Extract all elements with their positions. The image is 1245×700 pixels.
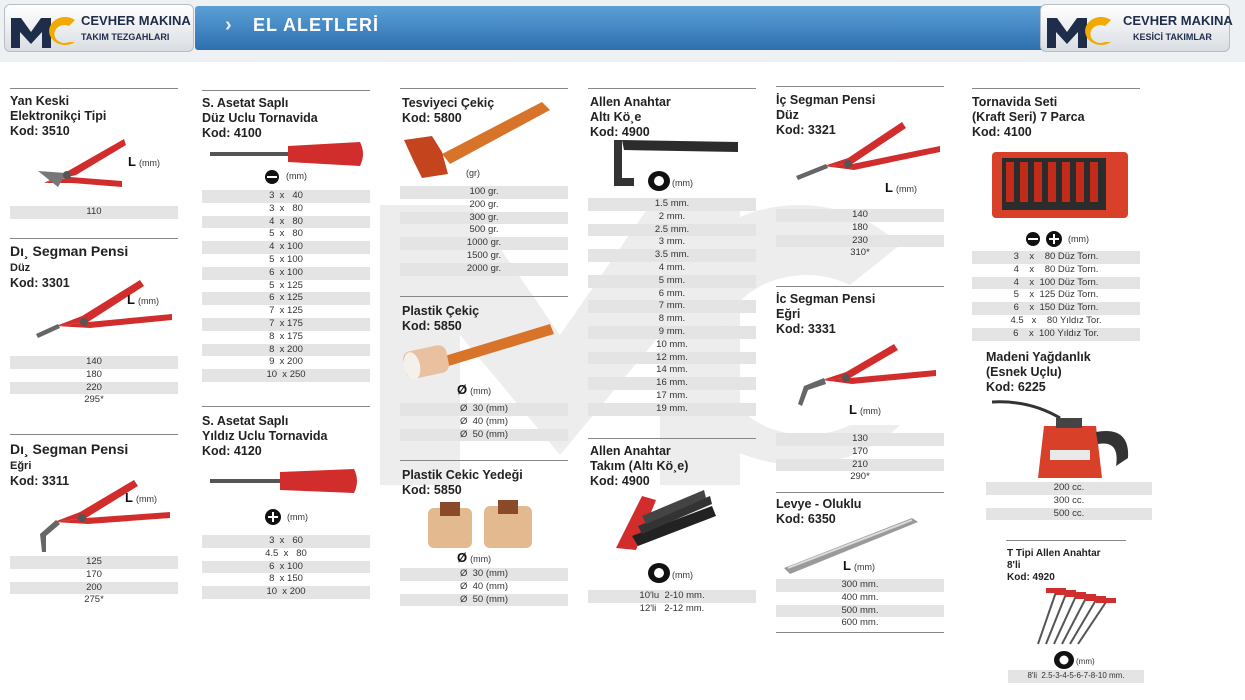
divider bbox=[400, 460, 568, 461]
table-row: Ø 30 (mm) bbox=[400, 568, 568, 581]
table-row: 10 x 200 bbox=[202, 586, 370, 599]
product-title: S. Asetat Saplı Yıldız Uclu Tornavida Kod: 4120 bbox=[202, 414, 328, 458]
product-title: Madeni Yağdanlık (Esnek Uçlu) Kod: 6225 bbox=[986, 350, 1091, 394]
table-row: 6 x 100 bbox=[202, 267, 370, 280]
divider bbox=[776, 492, 944, 493]
table-row: 110 bbox=[10, 206, 178, 219]
size-table bbox=[1008, 670, 1144, 683]
divider bbox=[1006, 540, 1126, 541]
table-row: 220 bbox=[10, 382, 178, 395]
size-table bbox=[972, 251, 1140, 341]
table-row: 180 bbox=[852, 221, 868, 233]
size-table bbox=[776, 209, 944, 260]
table-row: 7 x 175 bbox=[202, 318, 370, 331]
table-row: 6 x 100 Yıldız Tor. bbox=[972, 328, 1140, 341]
product-title: İç Segman Pensi Düz Kod: 3321 bbox=[776, 93, 876, 137]
table-row: 19 mm. bbox=[588, 403, 756, 416]
divider bbox=[588, 88, 756, 89]
table-row: Ø 40 (mm) bbox=[459, 580, 509, 592]
product-title: Yan Keski Elektronikçi Tipi Kod: 3510 bbox=[10, 94, 107, 138]
table-row: 300 cc. bbox=[1053, 494, 1085, 506]
divider bbox=[776, 632, 944, 633]
table-row: 3 x 40 bbox=[202, 190, 370, 203]
table-row: 17 mm. bbox=[656, 389, 688, 401]
brand-subtitle: TAKIM TEZGAHLARI bbox=[81, 32, 170, 42]
flat-screwdriver-icon bbox=[210, 138, 366, 170]
table-row: 3 mm. bbox=[658, 236, 686, 248]
table-row: 6 mm. bbox=[658, 287, 686, 299]
size-table bbox=[588, 198, 756, 416]
product-title: Allen Anahtar Takım (Altı Kö¸e) Kod: 4900 bbox=[590, 444, 689, 488]
size-table bbox=[588, 590, 756, 616]
table-row: 16 mm. bbox=[588, 377, 756, 390]
page-title: EL ALETLERİ bbox=[253, 15, 380, 35]
divider bbox=[972, 88, 1140, 89]
table-row: 210 bbox=[776, 459, 944, 472]
table-row: 9 mm. bbox=[588, 326, 756, 339]
table-row: 4 x 80 Düz Torn. bbox=[1013, 263, 1099, 275]
table-row: 3 x 80 bbox=[269, 202, 303, 214]
table-row: 230 bbox=[776, 235, 944, 248]
product-title: T Tipi Allen Anahtar 8'li Kod: 4920 bbox=[1007, 548, 1101, 583]
size-label: L (mm) bbox=[849, 402, 881, 417]
brand-logo-left bbox=[4, 4, 194, 52]
table-row: 4 mm. bbox=[658, 261, 686, 273]
bent-internal-circlip-pliers-icon bbox=[794, 340, 940, 410]
divider bbox=[202, 406, 370, 407]
table-row: 2000 gr. bbox=[400, 263, 568, 276]
hex-socket-icon bbox=[648, 563, 670, 583]
table-row: 275* bbox=[84, 594, 104, 606]
table-row: 140 bbox=[10, 356, 178, 369]
table-row: 1.5 mm. bbox=[588, 198, 756, 211]
table-row: 1000 gr. bbox=[400, 237, 568, 250]
size-table bbox=[202, 190, 370, 382]
table-row: 5 x 100 bbox=[269, 253, 303, 265]
divider bbox=[10, 88, 178, 89]
internal-circlip-pliers-icon bbox=[794, 118, 944, 184]
size-table bbox=[10, 556, 178, 607]
mallet-spare-heads-icon bbox=[426, 500, 536, 552]
table-row: 1500 gr. bbox=[466, 249, 502, 261]
table-row: 310* bbox=[850, 247, 870, 259]
product-title: Tesviyeci Çekiç Kod: 5800 bbox=[402, 96, 495, 125]
size-label: (mm) bbox=[672, 570, 693, 580]
chevron-right-icon: › bbox=[225, 14, 232, 36]
product-title: Plastik Çekiç Kod: 5850 bbox=[402, 304, 480, 333]
table-row: 200 cc. bbox=[986, 482, 1152, 495]
size-label: Ø (mm) bbox=[457, 550, 492, 565]
size-table bbox=[776, 433, 944, 484]
phillips-screwdriver-icon bbox=[210, 466, 360, 496]
mc-logo-icon bbox=[1047, 12, 1113, 48]
table-row: 4 x 80 bbox=[202, 216, 370, 229]
table-row: 100 gr. bbox=[400, 186, 568, 199]
table-row: 5 x 125 Düz Torn. bbox=[1013, 289, 1099, 301]
size-table bbox=[986, 482, 1152, 520]
table-row: 10 mm. bbox=[656, 338, 688, 350]
table-row: 8 mm. bbox=[658, 313, 686, 325]
table-row: 6 x 150 Düz Torn. bbox=[972, 302, 1140, 315]
size-table bbox=[776, 579, 944, 630]
table-row: 5 x 125 bbox=[269, 279, 303, 291]
table-row: 14 mm. bbox=[656, 364, 688, 376]
hex-socket-icon bbox=[1054, 651, 1074, 669]
divider bbox=[10, 434, 178, 435]
table-row: 170 bbox=[852, 445, 868, 457]
title-bar bbox=[195, 6, 1050, 50]
phillips-tip-icon bbox=[265, 509, 281, 525]
table-row: 12'li 2-12 mm. bbox=[639, 602, 705, 614]
table-row: 4 x 100 Düz Torn. bbox=[972, 277, 1140, 290]
table-row: 290* bbox=[850, 471, 870, 483]
size-label: (mm) bbox=[1068, 234, 1089, 244]
table-row: 500 gr. bbox=[469, 224, 499, 236]
table-row: 7 x 125 bbox=[269, 305, 303, 317]
table-row: 10 x 250 bbox=[202, 369, 370, 382]
table-row: 2 mm. bbox=[658, 210, 686, 222]
table-row: 300 mm. bbox=[776, 579, 944, 592]
table-row: 400 mm. bbox=[841, 591, 879, 603]
divider bbox=[400, 296, 568, 297]
table-row: Ø 50 (mm) bbox=[400, 594, 568, 607]
size-label: (mm) bbox=[1076, 657, 1095, 666]
product-title: Dı¸ Segman Pensi bbox=[10, 441, 129, 457]
size-label: L (mm) bbox=[885, 180, 917, 195]
oil-can-icon bbox=[990, 396, 1150, 480]
table-row: 6 x 100 bbox=[202, 561, 370, 574]
table-row: 125 bbox=[10, 556, 178, 569]
size-table bbox=[202, 535, 370, 599]
size-label: L (mm) bbox=[843, 558, 875, 573]
table-row: 4.5 x 80 Yıldız Tor. bbox=[1010, 314, 1102, 326]
flat-tip-icon bbox=[1026, 232, 1040, 246]
size-label: L (mm) bbox=[127, 292, 159, 307]
plastic-mallet-icon bbox=[400, 320, 556, 390]
table-row: 180 bbox=[86, 368, 102, 380]
size-label: Ø (mm) bbox=[457, 382, 492, 397]
table-row: 170 bbox=[86, 568, 102, 580]
table-row: 5 x 80 bbox=[269, 228, 303, 240]
table-row: 200 gr. bbox=[469, 198, 499, 210]
table-row: 4.5 x 80 bbox=[265, 547, 307, 559]
product-title: Allen Anahtar Altı Kö¸e Kod: 4900 bbox=[590, 95, 671, 139]
product-title: Levye - Oluklu Kod: 6350 bbox=[776, 497, 862, 526]
product-title: S. Asetat Saplı Düz Uclu Tornavida Kod: 4100 bbox=[202, 96, 318, 140]
divider bbox=[400, 88, 568, 89]
table-row: 130 bbox=[776, 433, 944, 446]
bent-circlip-pliers-icon bbox=[34, 474, 174, 554]
table-row: 4 x 100 bbox=[202, 241, 370, 254]
divider bbox=[776, 86, 944, 87]
size-table bbox=[400, 403, 568, 441]
table-row: 5 mm. bbox=[588, 275, 756, 288]
table-row: 200 bbox=[10, 582, 178, 595]
size-label: (mm) bbox=[672, 178, 693, 188]
mc-logo-icon bbox=[11, 12, 77, 48]
table-row: 7 mm. bbox=[588, 300, 756, 313]
product-code: Kod: 3311 bbox=[10, 474, 70, 488]
table-row: 9 x 200 bbox=[269, 356, 303, 368]
table-row: 10'lu 2-10 mm. bbox=[588, 590, 756, 603]
product-subtitle: Düz bbox=[10, 262, 31, 274]
size-table bbox=[10, 206, 178, 219]
product-title: Dı¸ Segman Pensi bbox=[10, 243, 129, 259]
screwdriver-set-icon bbox=[992, 148, 1128, 220]
brand-name: CEVHER MAKINA bbox=[1123, 13, 1233, 28]
table-row: Ø 40 (mm) bbox=[459, 415, 509, 427]
table-row: 500 cc. bbox=[986, 508, 1152, 521]
table-row: 140 bbox=[776, 209, 944, 222]
size-table bbox=[400, 568, 568, 606]
table-row: 600 mm. bbox=[841, 617, 879, 629]
product-title: Tornavida Seti (Kraft Seri) 7 Parca Kod: 4100 bbox=[972, 95, 1085, 139]
flat-tip-icon bbox=[265, 170, 279, 184]
table-row: 300 gr. bbox=[400, 212, 568, 225]
circlip-pliers-icon bbox=[34, 272, 176, 342]
table-row: 3 x 60 bbox=[202, 535, 370, 548]
table-row: 3.5 mm. bbox=[588, 249, 756, 262]
size-table bbox=[10, 356, 178, 407]
table-row: Ø 50 (mm) bbox=[400, 429, 568, 442]
table-row: 8 x 150 bbox=[269, 573, 303, 585]
divider bbox=[588, 438, 756, 439]
side-cutter-pliers-icon bbox=[36, 125, 128, 195]
allen-key-set-icon bbox=[612, 486, 718, 552]
brand-subtitle: KESİCİ TAKIMLAR bbox=[1133, 32, 1212, 42]
table-row: 500 mm. bbox=[776, 605, 944, 618]
product-code: Kod: 3301 bbox=[10, 276, 70, 290]
divider bbox=[202, 90, 370, 91]
table-row: 6 x 125 bbox=[202, 292, 370, 305]
size-label: L (mm) bbox=[128, 154, 160, 169]
table-row: 8'li 2.5-3-4-5-6-7-8-10 mm. bbox=[1008, 670, 1144, 683]
size-label: (mm) bbox=[287, 512, 308, 522]
size-label: L (mm) bbox=[125, 490, 157, 505]
product-subtitle: Eğri bbox=[10, 460, 32, 472]
size-table bbox=[400, 186, 568, 276]
t-handle-allen-keys-icon bbox=[1034, 584, 1118, 646]
table-row: 2.5 mm. bbox=[588, 224, 756, 237]
divider bbox=[776, 286, 944, 287]
phillips-tip-icon bbox=[1046, 231, 1062, 247]
table-row: 295* bbox=[84, 394, 104, 406]
product-title: İc Segman Pensi Eğri Kod: 3331 bbox=[776, 292, 876, 336]
divider bbox=[10, 238, 178, 239]
table-row: 12 mm. bbox=[588, 352, 756, 365]
table-row: 3 x 80 Düz Torn. bbox=[972, 251, 1140, 264]
brand-logo-right bbox=[1040, 4, 1233, 52]
hex-socket-icon bbox=[648, 171, 670, 191]
product-title: Plastik Cekic Yedeği Kod: 5850 bbox=[402, 468, 523, 497]
table-row: 8 x 200 bbox=[202, 344, 370, 357]
table-row: 8 x 175 bbox=[269, 330, 303, 342]
table-row: Ø 30 (mm) bbox=[400, 403, 568, 416]
size-label: (mm) bbox=[286, 171, 307, 181]
size-label: (gr) bbox=[466, 168, 480, 178]
brand-name: CEVHER MAKINA bbox=[81, 13, 191, 28]
